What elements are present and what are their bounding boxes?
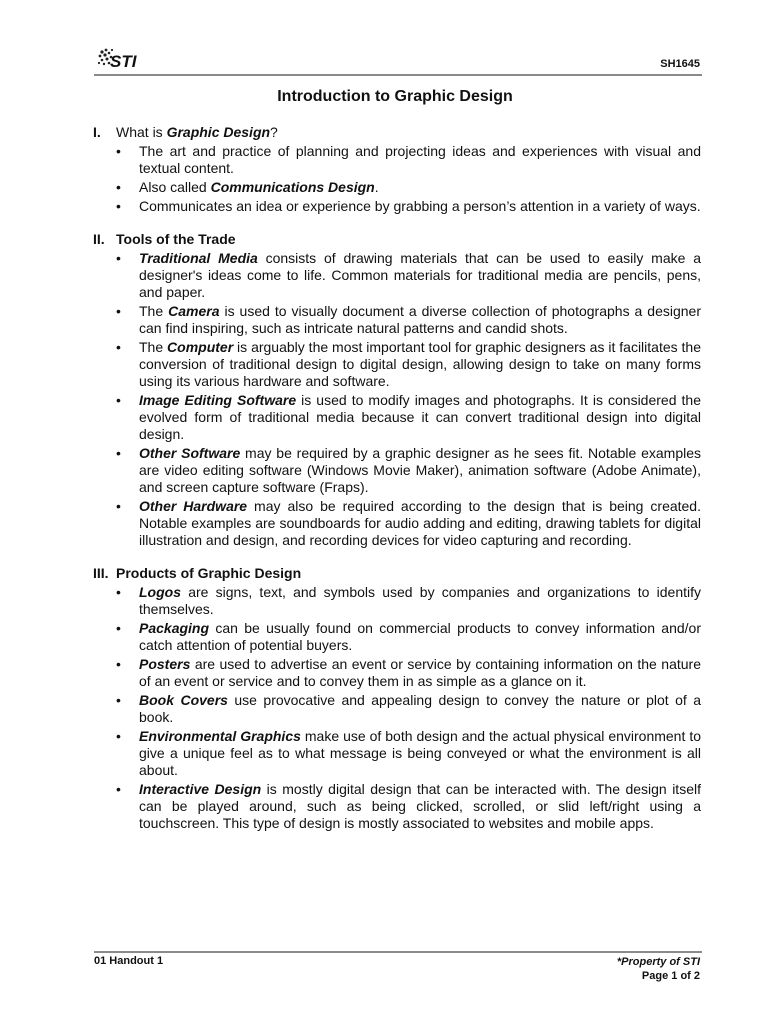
header-divider — [94, 74, 702, 76]
item-term: Logos — [139, 584, 181, 600]
bullet-icon: • — [116, 445, 121, 461]
item-term: Interactive Design — [139, 781, 262, 797]
bullet-icon: • — [116, 656, 121, 672]
list-item — [116, 198, 701, 215]
bullet-list — [93, 584, 701, 832]
list-item — [116, 656, 701, 690]
item-term: Environmental Graphics — [139, 728, 301, 744]
section-what-is — [93, 124, 701, 215]
item-term: Posters — [139, 656, 191, 672]
page-number: Page 1 of 2 — [641, 970, 700, 982]
item-text: are signs, text, and symbols used by companies and organizations to identify themselves. — [139, 584, 701, 617]
bullet-list — [93, 143, 701, 215]
doc-code: SH1645 — [660, 58, 700, 70]
heading-text: ? — [270, 124, 278, 140]
item-text: use provocative and appealing design to convey the nature or plot of a book. — [139, 692, 702, 725]
list-item — [116, 339, 701, 390]
bullet-icon: • — [116, 620, 121, 636]
item-text: make use of both design and the actual physical environment to give a unique feel as to what message is being conveyed or what the environment is all about. — [139, 728, 701, 778]
item-term: Traditional Media — [139, 250, 258, 266]
section-heading — [93, 231, 701, 248]
item-text: The — [139, 339, 168, 355]
list-item — [116, 584, 701, 618]
item-term: Book Covers — [139, 692, 228, 708]
bullet-icon: • — [116, 250, 121, 266]
item-text: is mostly digital design that can be interacted with. The design itself can be played around, such as being clicked, scrolled, or slid left/right using a touchscreen. This type of design is mostly associated to websites and mobile apps. — [139, 781, 701, 831]
item-text: may be required by a graphic designer as he sees fit. Notable examples are video editing software (Windows Movie Maker), animation software (Adobe Animate), and screen capture software (Fraps). — [139, 445, 701, 495]
item-text: are used to advertise an event or service by containing information on the nature of an event or service and to convey them in as simple as a glance on it. — [139, 656, 701, 689]
item-text: Communicates an idea or experience by grabbing a person’s attention in a variety of ways. — [139, 198, 701, 214]
heading-text: What is — [116, 124, 167, 140]
list-item — [116, 620, 701, 654]
logo-text: STI — [110, 52, 137, 71]
bullet-icon: • — [116, 781, 121, 797]
item-term: Communications Design — [210, 179, 375, 195]
heading-text: Tools of the Trade — [116, 231, 236, 247]
list-item — [116, 303, 701, 337]
footer-handout-label: 01 Handout 1 — [94, 955, 164, 967]
heading-text: Products of Graphic Design — [116, 565, 302, 581]
item-text: consists of drawing materials that can be used to easily make a designer's ideas come to life. Common materials for traditional media are pencils, pens, and paper. — [139, 250, 701, 300]
item-text: is used to modify images and photographs. It is considered the evolved form of traditional media because it can convert traditional design into digital design. — [139, 392, 701, 442]
bullet-icon: • — [116, 198, 121, 214]
list-item — [116, 692, 701, 726]
section-number: II. — [93, 231, 105, 247]
list-item — [116, 392, 701, 443]
section-number: III. — [93, 565, 109, 581]
item-term: Computer — [167, 339, 234, 355]
bullet-icon: • — [116, 143, 121, 159]
item-text: The — [139, 303, 169, 319]
bullet-icon: • — [116, 179, 121, 195]
document-body — [93, 124, 701, 848]
item-term: Other Hardware — [139, 498, 248, 514]
item-term: Image Editing Software — [139, 392, 297, 408]
item-text: can be usually found on commercial products to convey information and/or catch attention of potential buyers. — [139, 620, 701, 653]
item-term: Other Software — [139, 445, 241, 461]
footer-property-note: *Property of STI — [616, 956, 700, 968]
item-text: The art and practice of planning and projecting ideas and experiences with visual and textual content. — [139, 143, 701, 176]
list-item — [116, 179, 701, 196]
sti-logo-icon — [96, 46, 148, 72]
footer-right — [617, 955, 700, 983]
item-text: . — [374, 179, 379, 195]
section-number: I. — [93, 124, 101, 140]
bullet-list — [93, 250, 701, 549]
item-text: is arguably the most important tool for graphic designers as it facilitates the conversion of traditional design to digital design, allowing design to take on many forms using its various hardware and software. — [139, 339, 701, 389]
section-heading — [93, 565, 701, 582]
item-text: is used to visually document a diverse collection of photographs a designer can find inspiring, such as intricate natural patterns and candid shots. — [139, 303, 702, 336]
item-text: may also be required according to the design that is being created. Notable examples are soundboards for audio adding and editing, drawing tablets for digital illustration and design, and recording devices for video capturing and recording. — [139, 498, 701, 548]
list-item — [116, 498, 701, 549]
section-heading — [93, 124, 701, 141]
page-title: Introduction to Graphic Design — [277, 88, 513, 105]
footer-divider — [94, 951, 702, 953]
bullet-icon: • — [116, 392, 121, 408]
bullet-icon: • — [116, 584, 121, 600]
heading-term: Graphic Design — [166, 124, 271, 140]
item-term: Camera — [168, 303, 220, 319]
list-item — [116, 728, 701, 779]
bullet-icon: • — [116, 498, 121, 514]
list-item — [116, 781, 701, 832]
bullet-icon: • — [116, 692, 121, 708]
bullet-icon: • — [116, 728, 121, 744]
list-item — [116, 250, 701, 301]
section-tools — [93, 231, 701, 549]
item-term: Packaging — [139, 620, 210, 636]
section-products — [93, 565, 701, 832]
item-text: Also called — [139, 179, 211, 195]
bullet-icon: • — [116, 303, 121, 319]
bullet-icon: • — [116, 339, 121, 355]
list-item — [116, 143, 701, 177]
list-item — [116, 445, 701, 496]
